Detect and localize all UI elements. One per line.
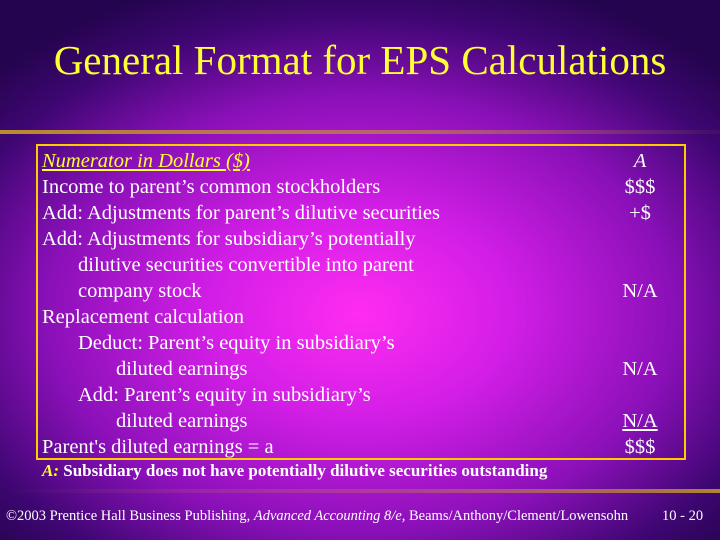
line-deduct-parent-equity: Deduct: Parent’s equity in subsidiary’s [78, 332, 395, 354]
line-add-parent-equity: Add: Parent’s equity in subsidiary’s [78, 384, 371, 406]
line-add-parent-adjustments: Add: Adjustments for parent’s dilutive securities [42, 202, 440, 224]
value-deduct: N/A [622, 358, 658, 380]
footer-citation [6, 508, 628, 525]
line-add-subsidiary-adjustments: Add: Adjustments for subsidiary’s potentially [42, 228, 416, 250]
line-diluted-earnings-1: diluted earnings [116, 358, 248, 380]
footer-book-title: Advanced Accounting 8/e, [253, 508, 406, 524]
value-add-equity: N/A [622, 410, 658, 432]
value-add-subsidiary: N/A [622, 280, 658, 302]
slide-title: General Format for EPS Calculations [53, 37, 667, 83]
footnote-text: Subsidiary does not have potentially dilutive securities outstanding [59, 461, 548, 480]
numerator-header: Numerator in Dollars ($) [42, 150, 250, 172]
line-parent-diluted-earnings: Parent's diluted earnings = a [42, 436, 274, 458]
bottom-divider-rule [0, 487, 720, 495]
column-a-header: A [633, 150, 647, 172]
value-add-parent: +$ [629, 202, 651, 224]
line-company-stock: company stock [78, 280, 202, 302]
line-replacement-calculation: Replacement calculation [42, 306, 245, 328]
line-diluted-earnings-2: diluted earnings [116, 410, 248, 432]
value-diluted-earnings: $$$ [624, 436, 656, 458]
page-number: 10 - 20 [662, 508, 704, 524]
footer-authors: Beams/Anthony/Clement/Lowensohn [405, 508, 629, 524]
footnote [42, 461, 547, 481]
line-dilutive-securities: dilutive securities convertible into parent [78, 254, 414, 276]
top-divider-rule [0, 128, 720, 136]
value-income: $$$ [624, 176, 656, 198]
line-income: Income to parent’s common stockholders [42, 176, 381, 198]
footer-copyright: ©2003 Prentice Hall Business Publishing, [6, 508, 254, 524]
footnote-label: A: [42, 461, 59, 480]
